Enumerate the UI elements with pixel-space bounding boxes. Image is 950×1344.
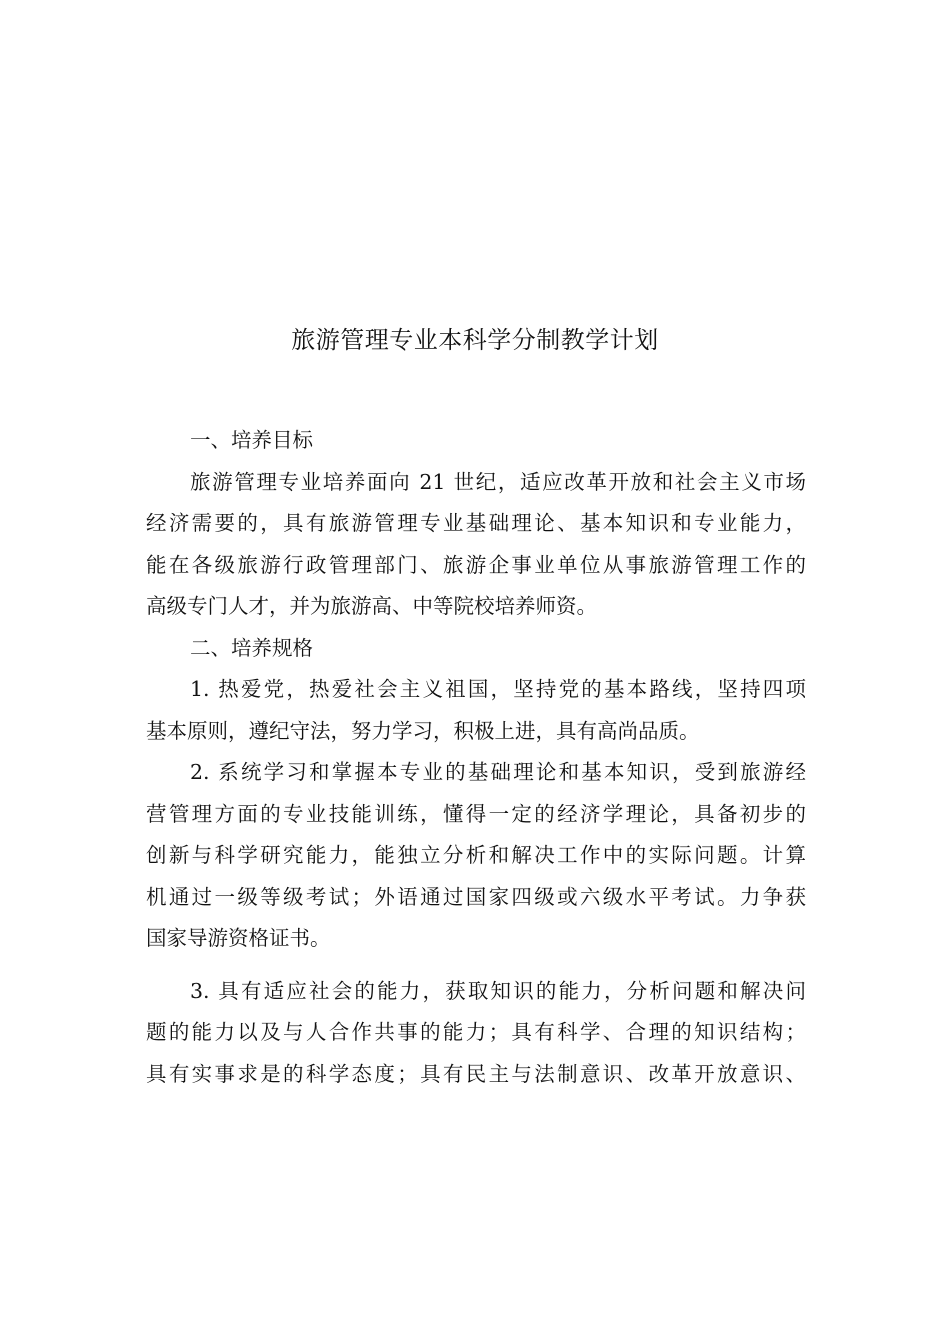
list-item-line: 创新与科学研究能力，能独立分析和解决工作中的实际问题。计算 [146,843,806,867]
paragraph-gap [146,960,806,971]
section-heading-training-specification: 二、培养规格 [190,635,313,660]
list-item-line: 1. 热爱党，热爱社会主义祖国，坚持党的基本路线，坚持四项 [190,677,806,701]
list-item-line: 3. 具有适应社会的能力，获取知识的能力，分析问题和解决问 [190,978,806,1003]
list-item-line: 具有实事求是的科学态度；具有民主与法制意识、改革开放意识、 [146,1061,806,1086]
paragraph-line: 经济需要的，具有旅游管理专业基础理论、基本知识和专业能力， [146,511,806,535]
list-item-line: 题的能力以及与人合作共事的能力；具有科学、合理的知识结构； [146,1020,806,1044]
document-body [146,420,806,1095]
list-item-line: 国家导游资格证书。 [146,926,331,950]
document-title: 旅游管理专业本科学分制教学计划 [291,326,659,354]
section-heading-training-objective: 一、培养目标 [190,428,313,452]
list-item-line: 机通过一级等级考试；外语通过国家四级或六级水平考试。力争获 [146,884,806,909]
list-item-line: 营管理方面的专业技能训练，懂得一定的经济学理论，具备初步的 [146,801,806,826]
list-item-line: 2. 系统学习和掌握本专业的基础理论和基本知识，受到旅游经 [190,760,806,784]
paragraph-line: 旅游管理专业培养面向 21 世纪，适应改革开放和社会主义市场 [190,469,806,494]
list-item-line: 基本原则，遵纪守法，努力学习，积极上进，具有高尚品质。 [146,718,700,743]
paragraph-line: 能在各级旅游行政管理部门、旅游企事业单位从事旅游管理工作的 [146,552,806,577]
paragraph-line: 高级专门人才，并为旅游高、中等院校培养师资。 [146,594,597,618]
